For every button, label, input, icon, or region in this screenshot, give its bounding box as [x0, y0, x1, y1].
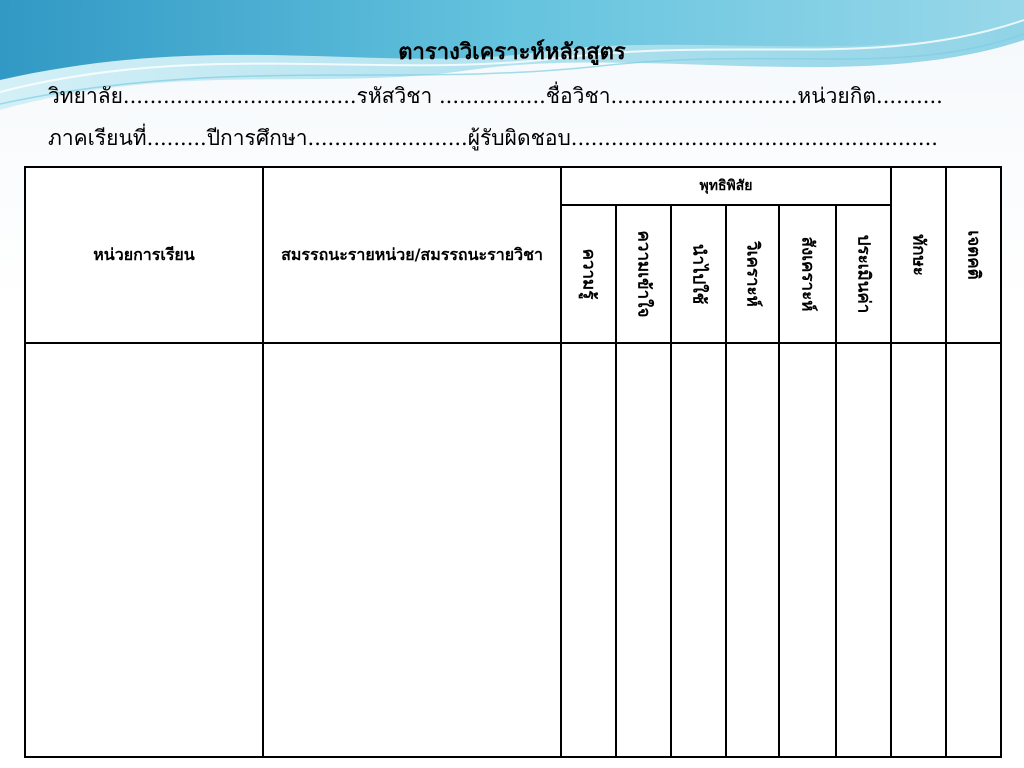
cell-knowledge[interactable]: [561, 343, 616, 757]
header-synthesis-label: สังเคราะห์: [797, 236, 817, 312]
cell-competency[interactable]: [263, 343, 561, 757]
table-row: [25, 343, 1001, 757]
header-knowledge-label: ความรู้: [578, 248, 598, 300]
cell-skill[interactable]: [891, 343, 946, 757]
cell-analysis[interactable]: [726, 343, 779, 757]
header-attitude-label: เจตคติ: [963, 230, 984, 280]
wave-decoration: [0, 0, 1024, 140]
header-comprehension-label: ความเข้าใจ: [633, 230, 653, 318]
header-analysis: [726, 205, 779, 343]
header-knowledge: [561, 205, 616, 343]
cell-evaluation[interactable]: [836, 343, 891, 757]
cell-attitude[interactable]: [946, 343, 1001, 757]
cell-unit[interactable]: [25, 343, 263, 757]
header-evaluation-label: ประเมินค่า: [853, 234, 874, 314]
header-skill: [891, 167, 946, 343]
cell-application[interactable]: [671, 343, 726, 757]
header-synthesis: [779, 205, 836, 343]
cell-comprehension[interactable]: [616, 343, 671, 757]
header-application-label: นำไปใช้: [688, 243, 708, 305]
header-evaluation: [836, 205, 891, 343]
header-cognitive-group: พุทธิพิสัย: [561, 167, 891, 205]
header-analysis-label: วิเคราะห์: [742, 241, 762, 307]
header-application: [671, 205, 726, 343]
form-line-term-info: ภาคเรียนที่.........ปีการศึกษา........................ผู้รับผิดชอบ.......................................................: [48, 126, 938, 150]
header-unit: หน่วยการเรียน: [25, 167, 263, 343]
form-line-course-info: วิทยาลัย...................................รหัสวิชา ................ชื่อวิชา............................หน่วยกิต..........: [48, 84, 943, 108]
header-attitude: [946, 167, 1001, 343]
header-comprehension: [616, 205, 671, 343]
header-competency: สมรรถนะรายหน่วย/สมรรถนะรายวิชา: [263, 167, 561, 343]
cell-synthesis[interactable]: [779, 343, 836, 757]
curriculum-analysis-table: [24, 166, 1002, 758]
header-skill-label: ทักษะ: [908, 234, 929, 276]
page-title: ตารางวิเคราะห์หลักสูตร: [398, 39, 626, 65]
